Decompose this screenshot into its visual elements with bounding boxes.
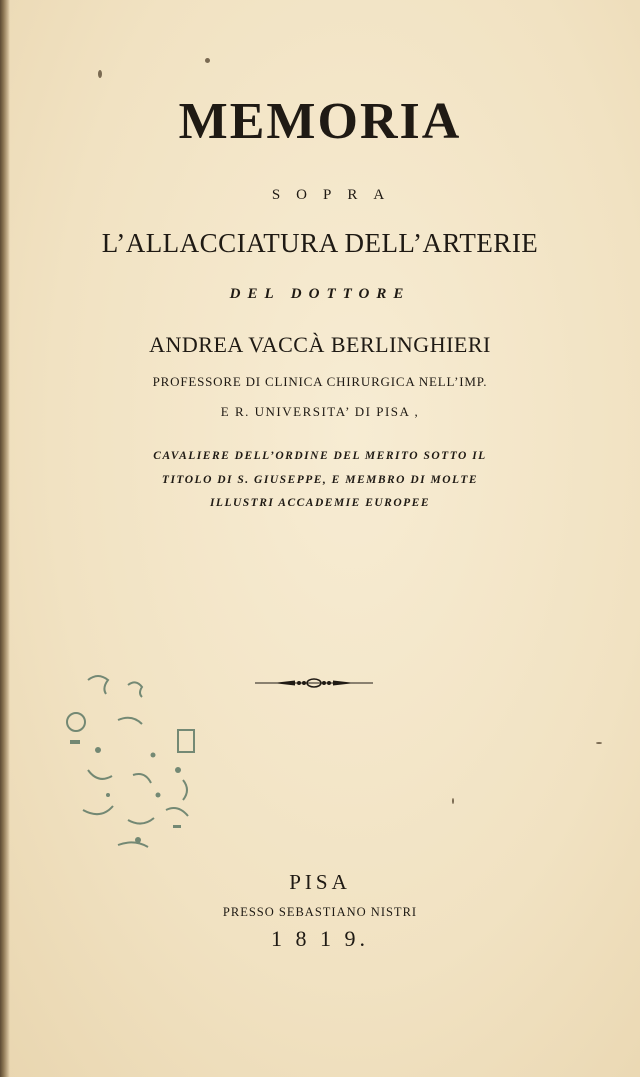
author-honors-line: TITOLO DI S. GIUSEPPE, E MEMBRO DI MOLTE [161, 474, 479, 486]
imprint-year: 1 8 1 9. [271, 926, 369, 951]
paper-speck [98, 70, 102, 78]
paper-speck [596, 742, 602, 744]
paper-speck [452, 798, 454, 804]
printers-ornament [255, 676, 373, 690]
author-name: ANDREA VACCÀ BERLINGHIERI [149, 332, 491, 357]
author-prefix: DEL DOTTORE [229, 286, 411, 302]
imprint-city: PISA [289, 870, 351, 894]
title-connector: SOPRA [271, 187, 401, 203]
author-honors-line: ILLUSTRI ACCADEMIE EUROPEE [209, 497, 431, 509]
imprint-printer: PRESSO SEBASTIANO NISTRI [222, 905, 418, 919]
author-professorship: PROFESSORE DI CLINICA CHIRURGICA NELL’IMP. [152, 374, 488, 389]
paper-speck [205, 58, 210, 63]
library-stamp [58, 660, 218, 860]
book-subject: L’ALLACCIATURA DELL’ARTERIE [101, 228, 539, 258]
author-university: E R. UNIVERSITA’ DI PISA , [220, 404, 420, 419]
author-honors-line: CAVALIERE DELL’ORDINE DEL MERITO SOTTO IL [153, 450, 487, 462]
book-title: MEMORIA [178, 93, 462, 150]
